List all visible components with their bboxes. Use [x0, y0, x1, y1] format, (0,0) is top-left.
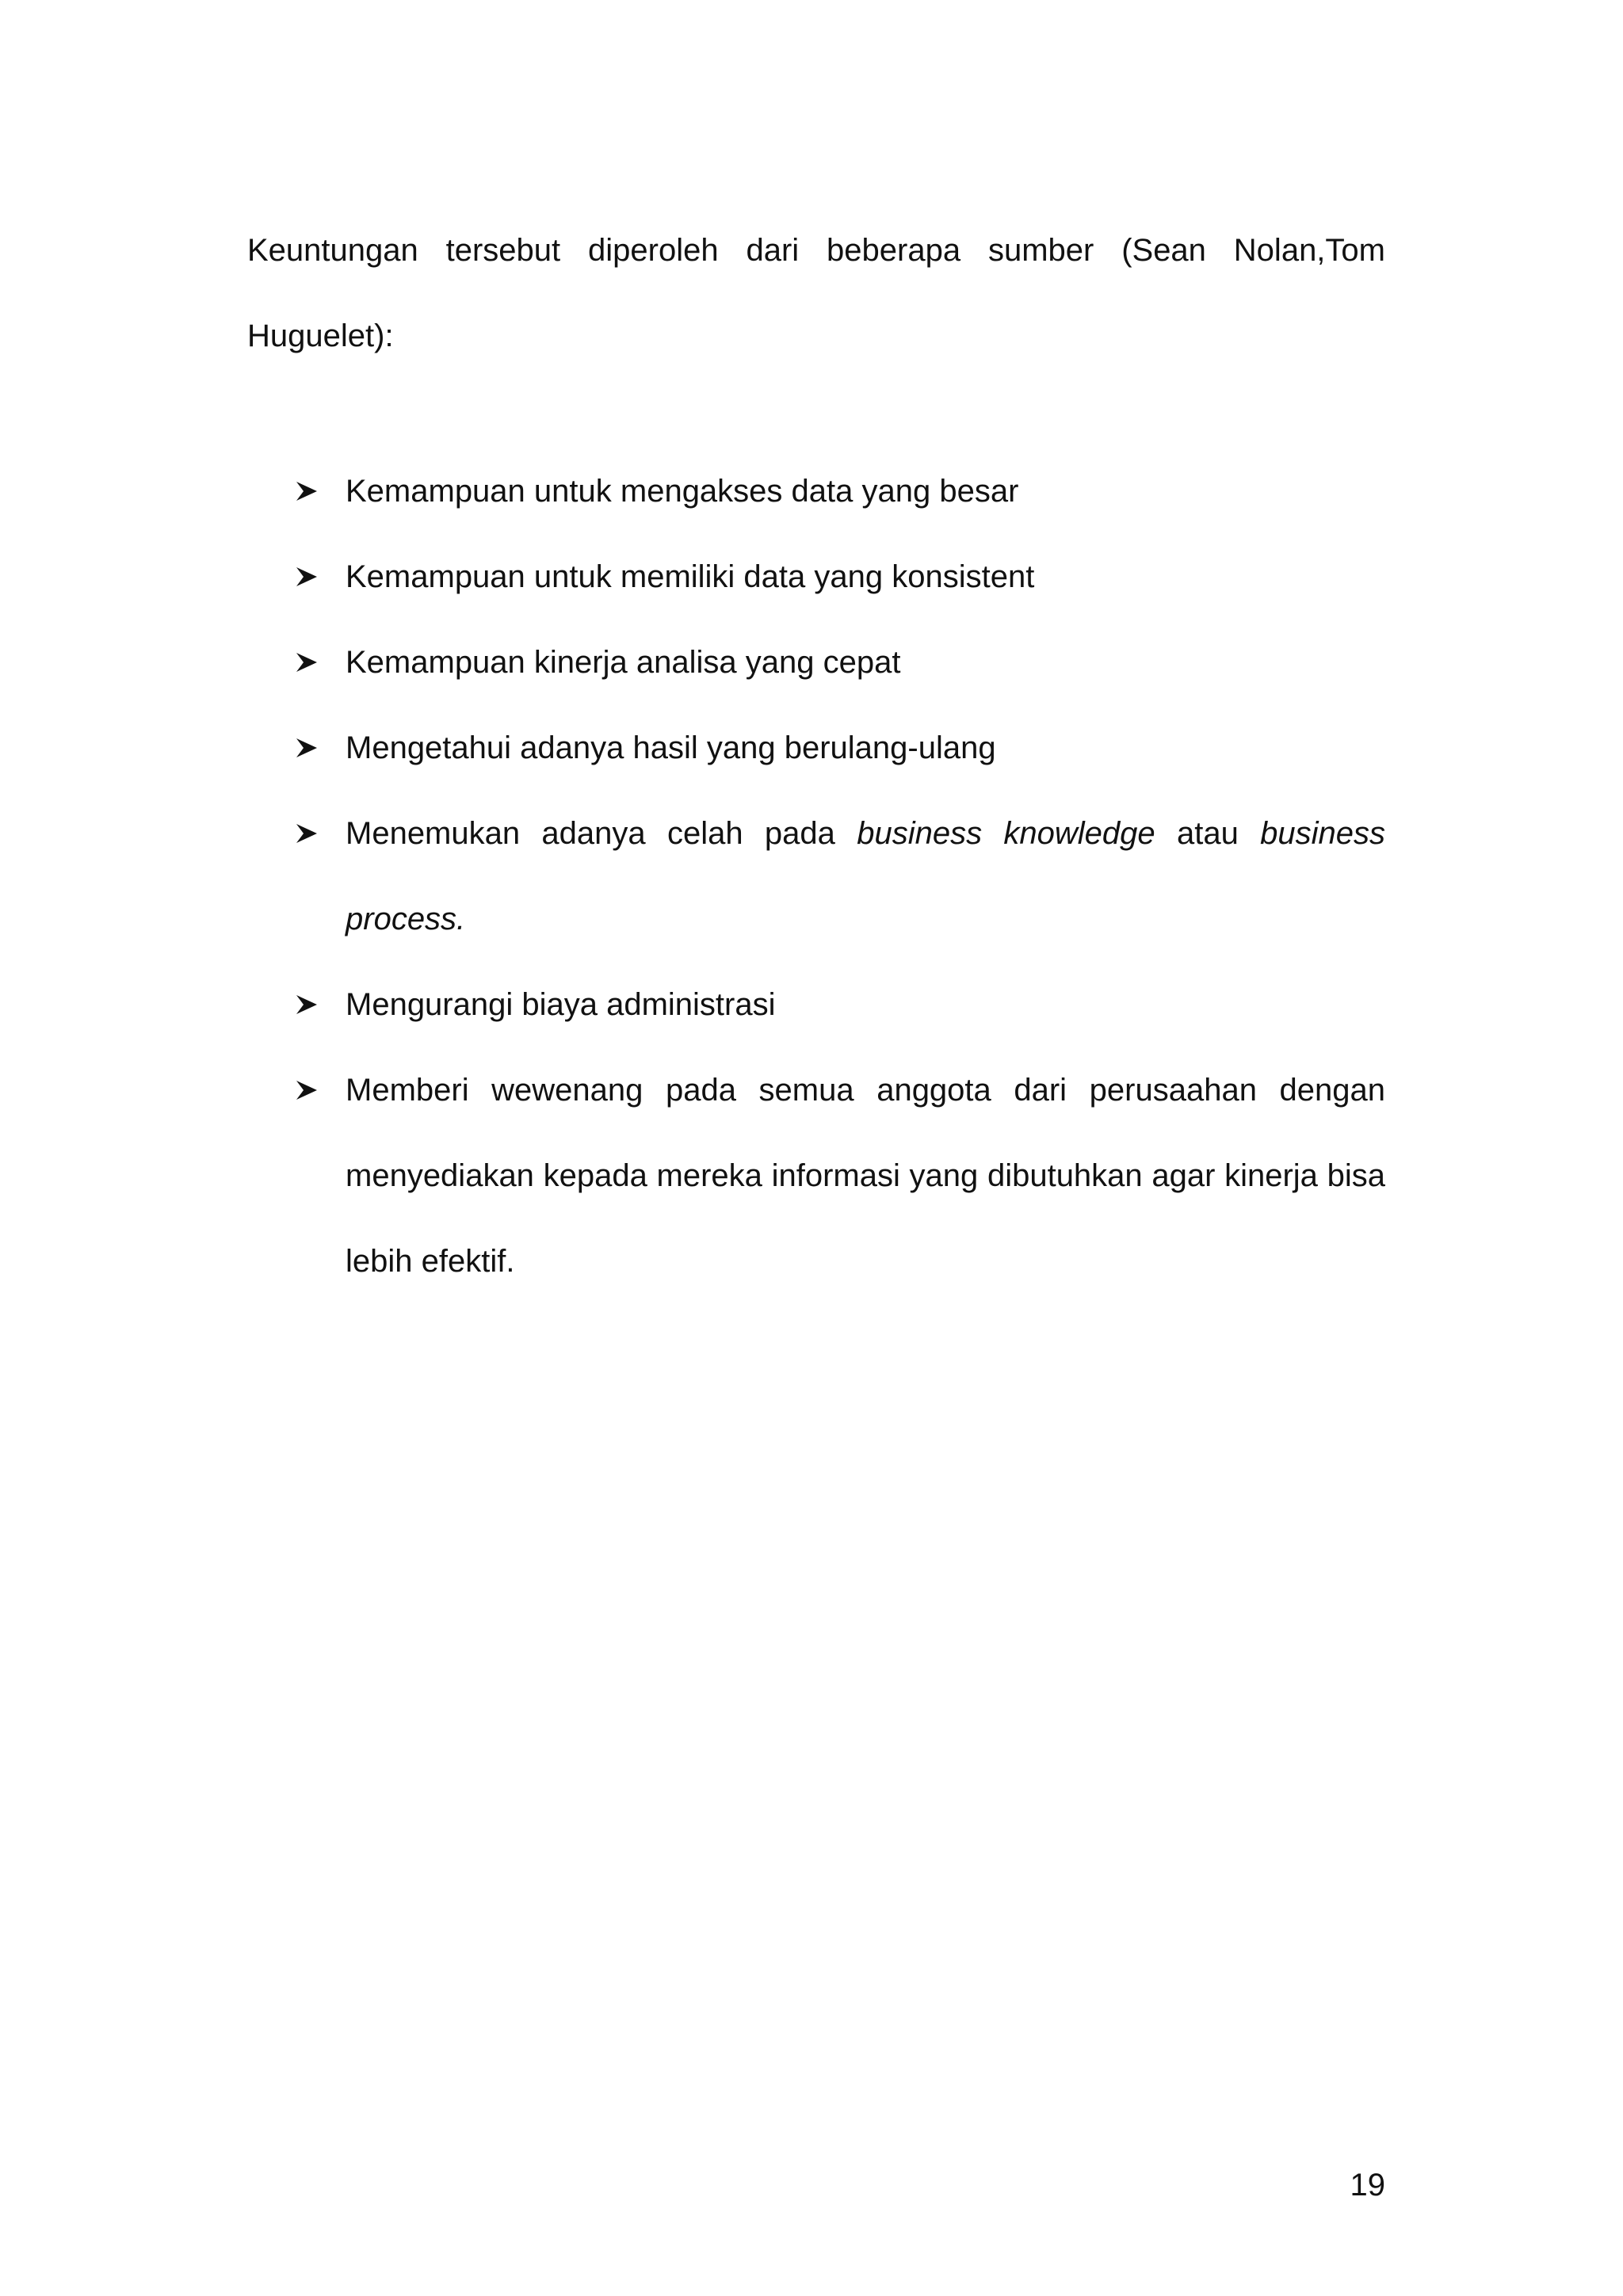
list-item [295, 962, 1385, 1047]
text-run: atau [1155, 816, 1261, 851]
list-item [295, 1047, 1385, 1304]
benefits-list [295, 448, 1385, 1304]
text-run: Memberi wewenang pada semua anggota dari perusaahan dengan menyediakan kepada mereka informasi yang dibutuhkan agar kinerja bisa lebih efektif. [346, 1073, 1385, 1279]
italic-term: business process. [346, 816, 1386, 936]
text-run: Mengetahui adanya hasil yang berulang-ulang [346, 730, 996, 765]
arrowhead-bullet-icon [295, 534, 323, 620]
text-run: Mengurangi biaya administrasi [346, 987, 776, 1022]
list-item [295, 620, 1385, 705]
list-item [295, 705, 1385, 791]
arrowhead-bullet-icon [295, 962, 323, 1047]
list-item [295, 791, 1385, 962]
page-number: 19 [1350, 2168, 1385, 2203]
text-run: Kemampuan untuk memiliki data yang konsistent [346, 559, 1035, 594]
list-item [295, 534, 1385, 620]
arrowhead-bullet-icon [295, 705, 323, 791]
list-item-text [346, 816, 1385, 936]
text-run: Kemampuan untuk mengakses data yang besar [346, 474, 1019, 509]
intro-paragraph: Keuntungan tersebut diperoleh dari beberapa sumber (Sean Nolan,Tom Huguelet): [247, 233, 1385, 353]
list-item-text [346, 1073, 1385, 1279]
italic-term: business knowledge [857, 816, 1155, 851]
arrowhead-bullet-icon [295, 791, 323, 876]
list-item-text [346, 474, 1018, 509]
list-item-text [346, 645, 900, 680]
list-item-text [346, 559, 1034, 594]
list-item-text [346, 987, 776, 1022]
text-run: Menemukan adanya celah pada [346, 816, 857, 851]
text-run: Kemampuan kinerja analisa yang cepat [346, 645, 901, 680]
arrowhead-bullet-icon [295, 448, 323, 534]
arrowhead-bullet-icon [295, 1047, 323, 1133]
arrowhead-bullet-icon [295, 620, 323, 705]
list-item [295, 448, 1385, 534]
list-item-text [346, 730, 996, 765]
